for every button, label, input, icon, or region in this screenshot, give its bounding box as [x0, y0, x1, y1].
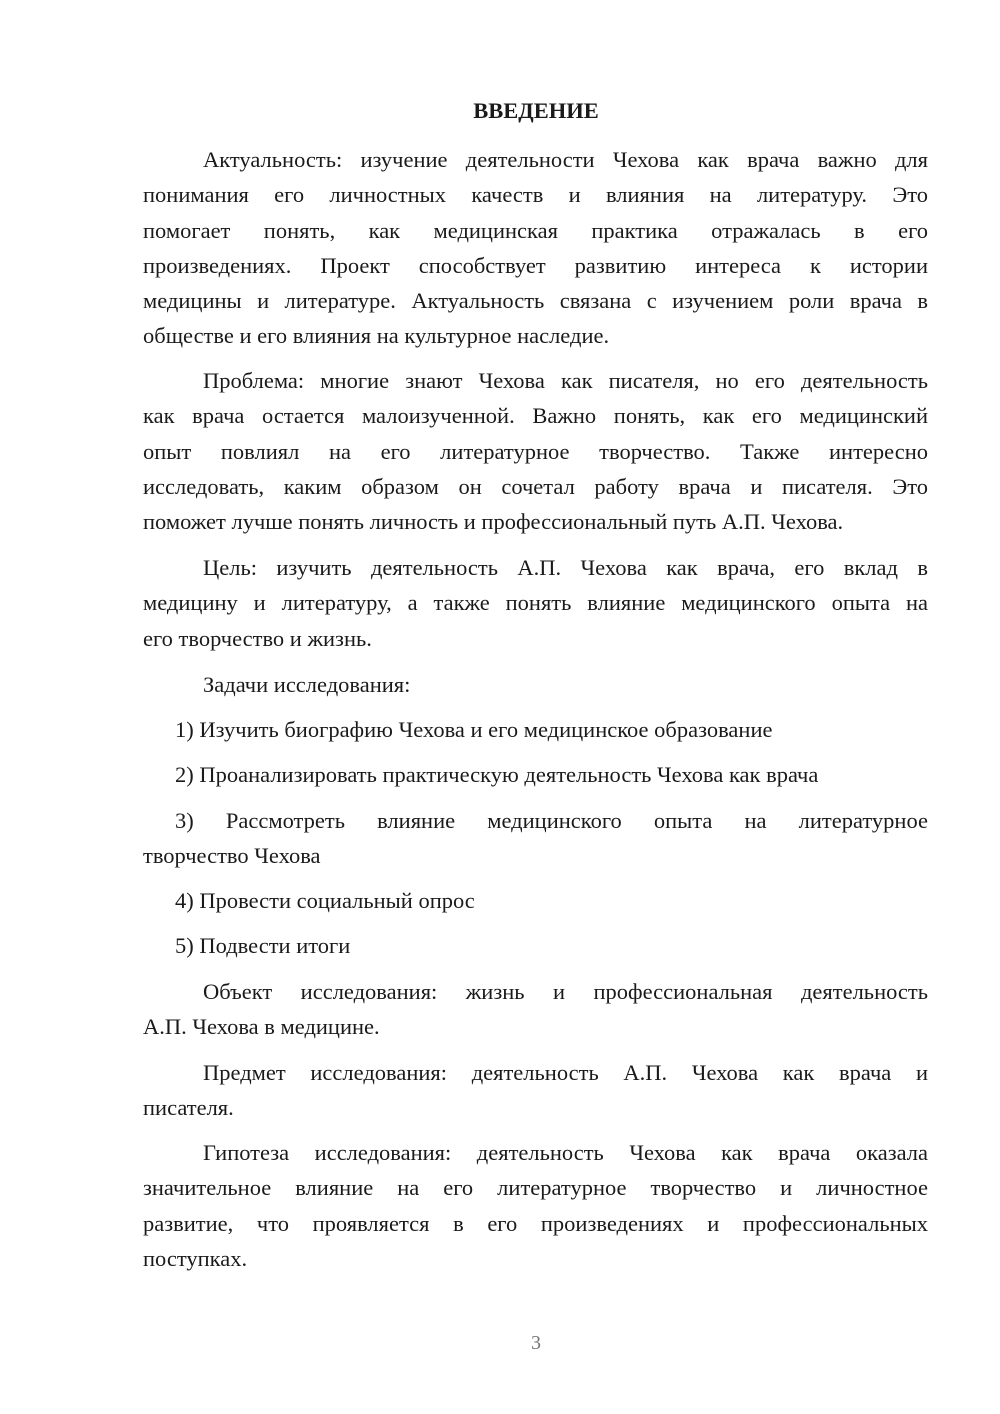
text-line: опыт повлиял на его литературное творчество. Также интересно [143, 438, 928, 464]
section-title: ВВЕДЕНИЕ [473, 98, 599, 123]
paragraph-goal [143, 550, 928, 656]
paragraph-subject [143, 1055, 928, 1126]
text-line: 1) Изучить биографию Чехова и его медицинское образование [175, 717, 773, 742]
paragraph-problem [143, 363, 928, 539]
text-line: его творчество и жизнь. [143, 625, 372, 651]
text-line: поступках. [143, 1245, 248, 1271]
text-line: развитие, что проявляется в его произведениях и профессиональных [143, 1210, 928, 1236]
text-line: помогает понять, как медицинская практика отражалась в его [143, 217, 928, 243]
text-line: А.П. Чехова в медицине. [143, 1014, 380, 1040]
text-line: обществе и его влияния на культурное наследие. [143, 323, 610, 349]
text-line: медицину и литературу, а также понять влияние медицинского опыта на [143, 590, 928, 616]
text-line: Проблема: многие знают Чехова как писателя, но его деятельность [203, 368, 928, 393]
page-number: 3 [531, 1332, 541, 1354]
text-line: Задачи исследования: [203, 672, 411, 697]
text-line: понимания его личностных качеств и влияния на литературу. Это [143, 182, 928, 208]
paragraph-task-2 [143, 757, 928, 792]
text-line: 5) Подвести итоги [175, 933, 351, 958]
text-line: Гипотеза исследования: деятельность Чехова как врача оказала [203, 1140, 928, 1165]
paragraph-task-1 [143, 712, 928, 747]
text-line: творчество Чехова [143, 843, 321, 869]
text-line: произведениях. Проект способствует развитию интереса к истории [143, 252, 928, 278]
text-line: Объект исследования: жизнь и профессиональная деятельность [203, 979, 928, 1004]
text-line: значительное влияние на его литературное творчество и личностное [143, 1175, 928, 1201]
text-line: 2) Проанализировать практическую деятельность Чехова как врача [175, 762, 819, 787]
text-line: 4) Провести социальный опрос [175, 888, 475, 913]
text-line: медицины и литературе. Актуальность связана с изучением роли врача в [143, 288, 928, 314]
paragraph-object [143, 974, 928, 1045]
paragraph-task-4 [143, 883, 928, 918]
paragraph-task-3 [143, 803, 928, 874]
text-line: поможет лучше понять личность и профессиональный путь А.П. Чехова. [143, 509, 844, 535]
text-line: исследовать, каким образом он сочетал работу врача и писателя. Это [143, 473, 928, 499]
paragraph-task-5 [143, 928, 928, 963]
text-line: писателя. [143, 1095, 234, 1121]
text-line: Актуальность: изучение деятельности Чехова как врача важно для [203, 147, 928, 172]
paragraph-tasks-heading [143, 667, 928, 702]
text-line: Цель: изучить деятельность А.П. Чехова как врача, его вклад в [203, 555, 928, 580]
text-line: Предмет исследования: деятельность А.П. Чехова как врача и [203, 1060, 928, 1085]
text-line: 3) Рассмотреть влияние медицинского опыта на литературное [175, 808, 928, 833]
paragraph-hypothesis [143, 1135, 928, 1276]
text-line: как врача остается малоизученной. Важно понять, как его медицинский [143, 403, 928, 429]
paragraph-relevance [143, 142, 928, 354]
